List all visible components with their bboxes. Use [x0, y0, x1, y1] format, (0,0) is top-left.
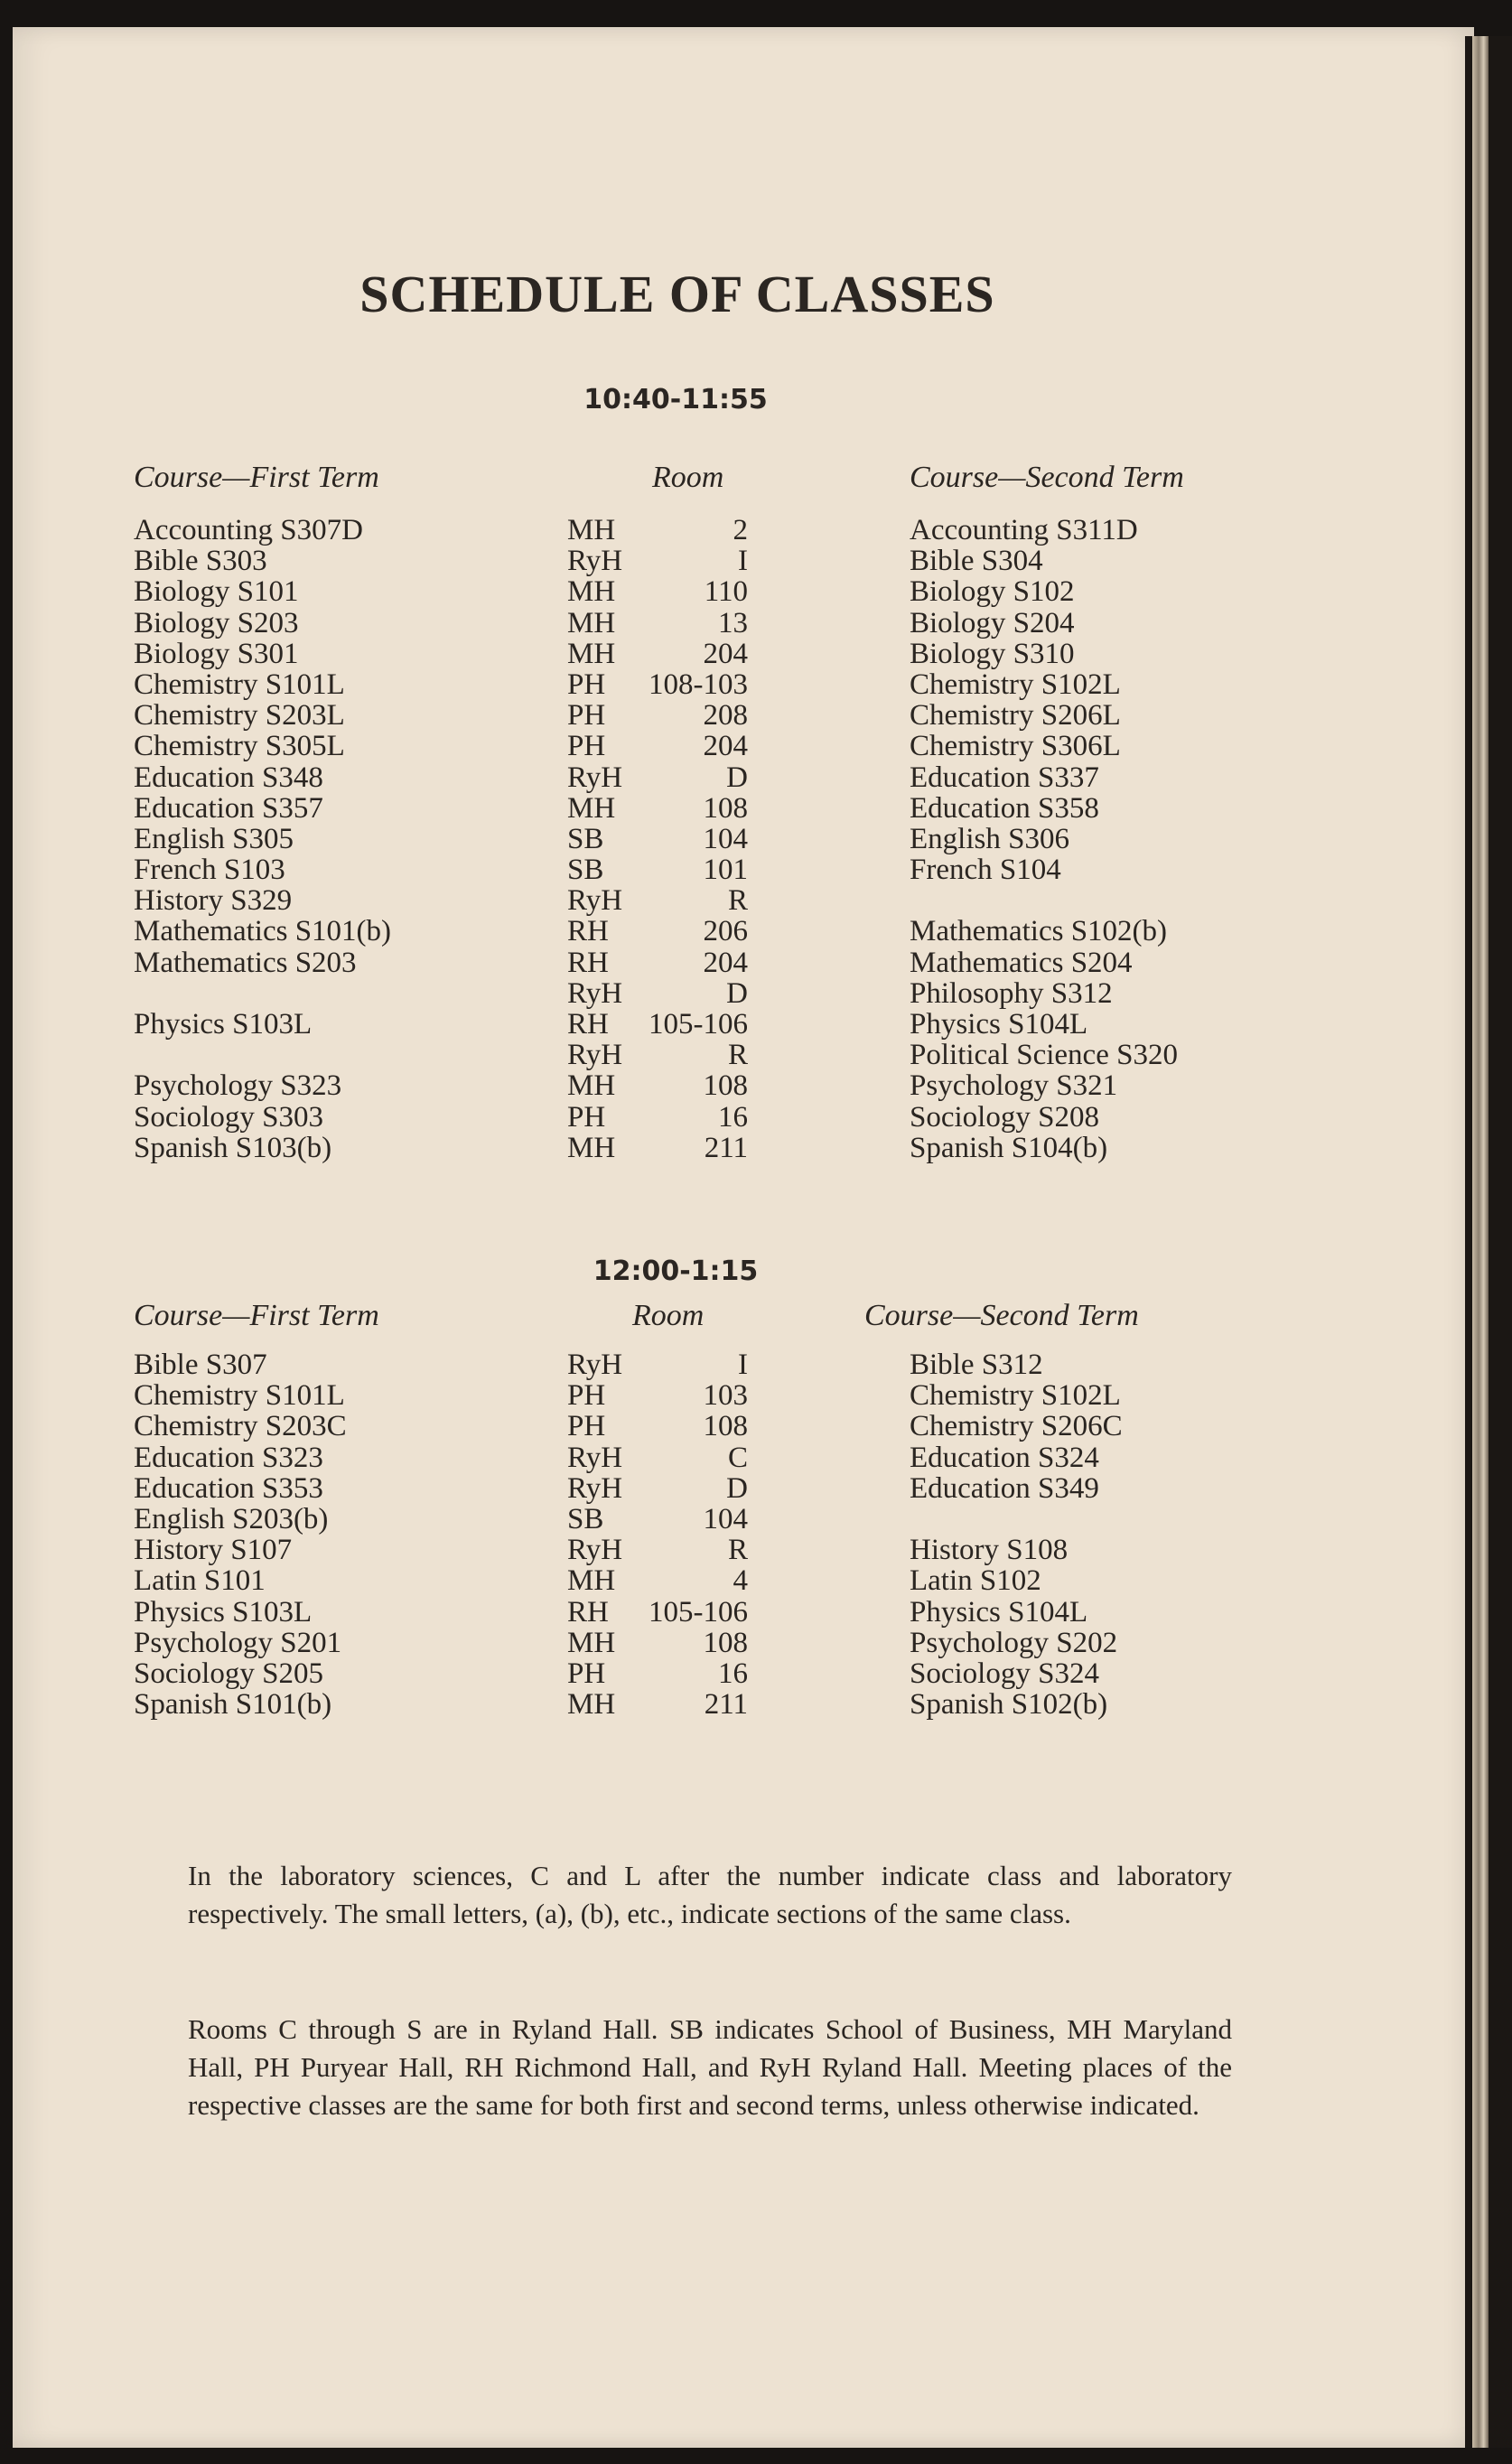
course-entry: French S104 — [910, 854, 1061, 887]
course-entry: Biology S101 — [134, 575, 299, 609]
course-entry — [910, 1504, 1123, 1535]
room-entry — [567, 515, 748, 546]
course-entry: Bible S312 — [910, 1349, 1043, 1381]
room-building: RH — [567, 1008, 609, 1041]
course-entry: History S329 — [134, 884, 293, 918]
course-entry: Psychology S202 — [910, 1626, 1118, 1659]
course-entry — [134, 978, 391, 1009]
course-entry: Spanish S102(b) — [910, 1688, 1108, 1722]
room-building: PH — [567, 1657, 606, 1690]
second-term-header-2: Course—Second Term — [864, 1299, 1139, 1332]
page-title: SCHEDULE OF CLASSES — [359, 265, 995, 323]
course-entry: History S107 — [134, 1534, 293, 1567]
timeslot-heading-1: 10:40-11:55 — [583, 384, 768, 415]
room-entry — [567, 1565, 748, 1596]
book-binding-edge — [1465, 36, 1512, 2448]
course-entry: Bible S304 — [910, 545, 1043, 578]
room-building: MH — [567, 514, 616, 546]
room-entry — [567, 1628, 748, 1658]
room-entry — [567, 1133, 748, 1163]
room-number: D — [726, 976, 748, 1010]
second-term-course-list-2 — [910, 1349, 1123, 1720]
course-entry: Biology S203 — [134, 606, 299, 639]
room-building: MH — [567, 1131, 616, 1164]
room-entry — [567, 885, 748, 916]
room-building: MH — [567, 791, 616, 825]
room-entry — [567, 1102, 748, 1133]
room-number: 108 — [703, 791, 748, 825]
room-building: RH — [567, 915, 609, 948]
room-entry — [567, 576, 748, 607]
room-entry — [567, 947, 748, 978]
course-entry: Biology S102 — [910, 575, 1075, 609]
note-lab-sciences-text: In the laboratory sciences, C and L after the number indicate class and laboratory respectively. The small letters, (a), (b), etc., indicate sections of the same class. — [188, 1860, 1232, 1929]
room-entry — [567, 1689, 748, 1720]
course-entry: Bible S303 — [134, 545, 267, 578]
course-entry: Sociology S324 — [910, 1657, 1099, 1690]
course-entry: French S103 — [134, 854, 285, 887]
room-number: R — [727, 884, 748, 918]
course-entry: Education S358 — [910, 791, 1099, 825]
course-entry: Education S353 — [134, 1471, 323, 1505]
room-entry — [567, 639, 748, 669]
room-number: 16 — [718, 1657, 748, 1690]
room-entry — [567, 916, 748, 947]
course-entry: Spanish S104(b) — [910, 1131, 1108, 1164]
course-entry: Chemistry S206C — [910, 1410, 1123, 1443]
room-number: 208 — [703, 699, 748, 733]
room-building: PH — [567, 730, 606, 763]
room-number: R — [727, 1534, 748, 1567]
room-number: 104 — [703, 1502, 748, 1535]
room-entry — [567, 731, 748, 761]
first-term-course-list-2 — [134, 1349, 347, 1720]
course-entry: Education S349 — [910, 1471, 1099, 1505]
course-entry: Psychology S201 — [134, 1626, 342, 1659]
room-entry — [567, 546, 748, 576]
room-number: 206 — [703, 915, 748, 948]
course-entry: Education S357 — [134, 791, 323, 825]
course-entry: Political Science S320 — [910, 1039, 1178, 1072]
course-entry: Spanish S103(b) — [134, 1131, 332, 1164]
room-building: MH — [567, 1626, 616, 1659]
room-number: 2 — [733, 514, 748, 546]
course-entry: Chemistry S206L — [910, 699, 1121, 733]
room-building: RyH — [567, 976, 623, 1010]
room-entry — [567, 669, 748, 700]
room-building: MH — [567, 575, 616, 609]
course-entry: Education S337 — [910, 761, 1099, 794]
room-building: PH — [567, 1379, 606, 1413]
room-header-1: Room — [652, 461, 724, 494]
room-building: RyH — [567, 1471, 623, 1505]
room-building: PH — [567, 1410, 606, 1443]
course-entry: History S108 — [910, 1534, 1069, 1567]
room-number: 4 — [733, 1564, 748, 1598]
room-building: MH — [567, 1564, 616, 1598]
first-term-header-1: Course—First Term — [134, 461, 379, 494]
course-entry: Mathematics S101(b) — [134, 915, 392, 948]
course-entry: Biology S310 — [910, 637, 1075, 670]
note-lab-sciences — [188, 1857, 1232, 1933]
room-number: D — [726, 1471, 748, 1505]
course-entry: Physics S103L — [134, 1008, 313, 1041]
course-entry: Spanish S101(b) — [134, 1688, 332, 1722]
course-entry: Biology S301 — [134, 637, 299, 670]
course-entry: Mathematics S204 — [910, 946, 1133, 979]
course-entry: Chemistry S203L — [134, 699, 345, 733]
second-term-course-list-1 — [910, 515, 1178, 1163]
room-building: MH — [567, 637, 616, 670]
course-entry: English S306 — [910, 822, 1069, 855]
room-building: MH — [567, 606, 616, 639]
room-number: 16 — [718, 1100, 748, 1134]
room-number: 211 — [704, 1688, 748, 1722]
room-number: 204 — [703, 730, 748, 763]
course-entry — [134, 1040, 391, 1070]
second-term-header-1: Course—Second Term — [910, 461, 1184, 494]
room-building: RyH — [567, 1441, 623, 1474]
course-entry: Accounting S307D — [134, 514, 363, 546]
room-entry — [567, 1349, 748, 1380]
room-entry — [567, 1070, 748, 1101]
room-building: RH — [567, 946, 609, 979]
room-number: D — [726, 761, 748, 794]
room-list-2 — [567, 1349, 748, 1720]
course-entry: Chemistry S101L — [134, 667, 345, 701]
first-term-course-list-1 — [134, 515, 391, 1163]
course-entry: Chemistry S203C — [134, 1410, 347, 1443]
room-number: C — [727, 1441, 748, 1474]
room-number: 204 — [703, 946, 748, 979]
room-entry — [567, 824, 748, 854]
room-number: 105-106 — [649, 1595, 748, 1629]
course-entry: Latin S102 — [910, 1564, 1041, 1598]
course-entry: Sociology S205 — [134, 1657, 323, 1690]
course-entry: Education S324 — [910, 1441, 1099, 1474]
room-number: R — [727, 1039, 748, 1072]
note-rooms-text: Rooms C through S are in Ryland Hall. SB indicates School of Business, MH Maryland Hall, PH Puryear Hall, RH Richmond Hall, and RyH Ryland Hall. Meeting places of the respective classes are the same for both first and second terms, unless otherwise indicated. — [188, 2013, 1232, 2121]
course-entry: Biology S204 — [910, 606, 1075, 639]
room-building: RyH — [567, 1349, 623, 1381]
room-building: PH — [567, 667, 606, 701]
room-number: I — [738, 1349, 748, 1381]
room-entry — [567, 793, 748, 824]
room-entry — [567, 1535, 748, 1565]
room-entry — [567, 608, 748, 639]
course-entry: Psychology S321 — [910, 1069, 1118, 1103]
course-entry: English S305 — [134, 822, 294, 855]
course-entry: Latin S101 — [134, 1564, 266, 1598]
course-entry: Chemistry S102L — [910, 1379, 1121, 1413]
room-entry — [567, 978, 748, 1009]
room-number: 108 — [703, 1069, 748, 1103]
room-entry — [567, 1380, 748, 1411]
note-rooms — [188, 2011, 1232, 2124]
course-entry: Physics S104L — [910, 1008, 1088, 1041]
room-number: 204 — [703, 637, 748, 670]
room-entry — [567, 762, 748, 793]
room-entry — [567, 1442, 748, 1473]
room-number: 101 — [703, 854, 748, 887]
room-number: 110 — [704, 575, 748, 609]
room-entry — [567, 1504, 748, 1535]
room-entry — [567, 854, 748, 885]
course-entry: Physics S103L — [134, 1595, 313, 1629]
room-building: MH — [567, 1688, 616, 1722]
room-building: MH — [567, 1069, 616, 1103]
course-entry: Education S348 — [134, 761, 323, 794]
course-entry: Chemistry S102L — [910, 667, 1121, 701]
course-entry: Accounting S311D — [910, 514, 1138, 546]
room-number: 108 — [703, 1626, 748, 1659]
course-entry: Chemistry S101L — [134, 1379, 345, 1413]
room-number: I — [738, 545, 748, 578]
room-building: PH — [567, 699, 606, 733]
room-building: RyH — [567, 545, 623, 578]
room-entry — [567, 1040, 748, 1070]
room-number: 108 — [703, 1410, 748, 1443]
room-building: SB — [567, 854, 604, 887]
course-entry: Mathematics S102(b) — [910, 915, 1168, 948]
course-entry: Philosophy S312 — [910, 976, 1113, 1010]
room-number: 103 — [703, 1379, 748, 1413]
course-entry: Physics S104L — [910, 1595, 1088, 1629]
room-building: RyH — [567, 884, 623, 918]
room-number: 13 — [718, 606, 748, 639]
course-entry: Psychology S323 — [134, 1069, 342, 1103]
course-entry — [910, 885, 1178, 916]
room-entry — [567, 700, 748, 731]
first-term-header-2: Course—First Term — [134, 1299, 379, 1332]
course-entry: Sociology S303 — [134, 1100, 323, 1134]
room-entry — [567, 1411, 748, 1442]
room-header-2: Room — [632, 1299, 705, 1332]
room-entry — [567, 1597, 748, 1628]
room-building: SB — [567, 1502, 604, 1535]
room-building: RyH — [567, 1534, 623, 1567]
room-number: 104 — [703, 822, 748, 855]
course-entry: Chemistry S305L — [134, 730, 345, 763]
room-building: RyH — [567, 1039, 623, 1072]
room-number: 105-106 — [649, 1008, 748, 1041]
course-entry: Sociology S208 — [910, 1100, 1099, 1134]
course-entry: Bible S307 — [134, 1349, 267, 1381]
course-entry: Chemistry S306L — [910, 730, 1121, 763]
timeslot-heading-2: 12:00-1:15 — [593, 1255, 759, 1287]
room-number: 108-103 — [649, 667, 748, 701]
course-entry: Mathematics S203 — [134, 946, 357, 979]
room-building: SB — [567, 822, 604, 855]
room-number: 211 — [704, 1131, 748, 1164]
room-building: PH — [567, 1100, 606, 1134]
room-building: RyH — [567, 761, 623, 794]
room-list-1 — [567, 515, 748, 1163]
room-entry — [567, 1658, 748, 1689]
room-entry — [567, 1473, 748, 1504]
room-building: RH — [567, 1595, 609, 1629]
room-entry — [567, 1009, 748, 1040]
course-entry: Education S323 — [134, 1441, 323, 1474]
course-entry: English S203(b) — [134, 1502, 329, 1535]
